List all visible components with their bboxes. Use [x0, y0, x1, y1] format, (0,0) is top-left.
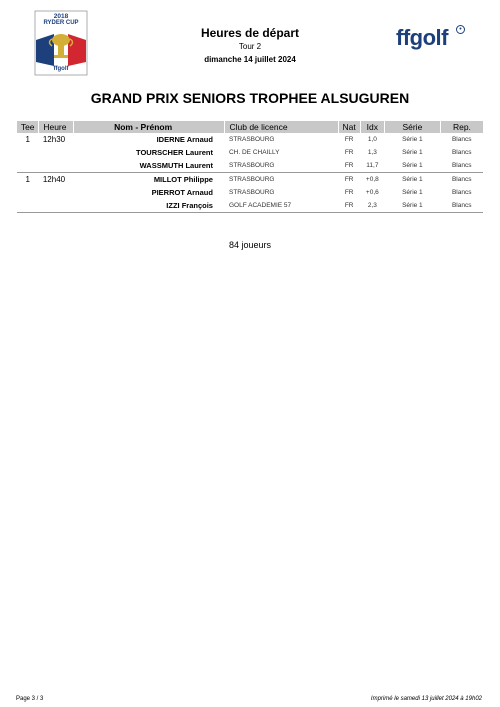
row-club: STRASBOURG [228, 176, 275, 183]
row-tee: 1 [25, 135, 30, 144]
row-name: WASSMUTH Laurent [73, 159, 225, 173]
row-serie: Série 1 [384, 159, 440, 173]
row-name: IZZI François [73, 199, 225, 213]
row-tee [17, 159, 39, 173]
date-label: dimanche 14 juillet 2024 [204, 55, 296, 64]
col-rep: Rep. [440, 121, 483, 133]
row-idx: 1,0 [367, 136, 377, 143]
row-nat: FR [344, 149, 354, 156]
row-idx: +0,6 [365, 189, 379, 196]
row-tee [17, 146, 39, 159]
table-header-row [17, 121, 484, 133]
col-serie: Série [384, 121, 440, 133]
row-nat: FR [338, 199, 360, 213]
row-serie: Série 1 [402, 189, 423, 196]
row-rep: Blancs [451, 149, 472, 156]
row-idx: 2,3 [360, 199, 384, 213]
col-time: Heure [39, 121, 73, 133]
row-name: TOURSCHER Laurent [136, 148, 213, 157]
row-time: 12h40 [42, 175, 66, 184]
row-nat: FR [338, 159, 360, 173]
tee-times-table [16, 121, 483, 213]
row-rep: Blancs [440, 159, 483, 173]
row-time [39, 146, 73, 159]
table-row [17, 173, 484, 187]
row-time [39, 159, 73, 173]
page-title: Heures de départ [200, 26, 300, 40]
row-tee: 1 [25, 175, 30, 184]
ryder-cup-name: RYDER CUP [43, 20, 79, 26]
col-name: Nom - Prénom [73, 121, 225, 133]
table-row [17, 199, 484, 213]
row-nat: FR [344, 176, 354, 183]
row-club: GOLF ACADEMIE 57 [225, 199, 338, 213]
col-tee: Tee [17, 121, 39, 133]
row-club: STRASBOURG [228, 189, 275, 196]
row-name: MILLOT Philippe [153, 175, 213, 184]
row-name: PIERROT Arnaud [151, 188, 213, 197]
table-row [17, 159, 484, 173]
row-rep: Blancs [451, 176, 472, 183]
row-rep: Blancs [440, 199, 483, 213]
player-count: 84 joueurs [228, 240, 272, 250]
row-serie: Série 1 [384, 199, 440, 213]
row-serie: Série 1 [402, 149, 423, 156]
col-nat: Nat [338, 121, 360, 133]
col-club: Club de licence [225, 121, 338, 133]
row-tee [17, 186, 39, 199]
row-serie: Série 1 [402, 176, 423, 183]
page-number: Page 3 / 3 [16, 696, 44, 702]
row-rep: Blancs [451, 136, 472, 143]
tournament-title: GRAND PRIX SENIORS TROPHEE ALSUGUREN [90, 90, 410, 106]
row-rep: Blancs [451, 189, 472, 196]
row-time [39, 199, 73, 213]
row-idx: 1,3 [367, 149, 377, 156]
table-row [17, 186, 484, 199]
row-nat: FR [344, 189, 354, 196]
print-date: Imprimé le samedi 13 juillet 2024 à 19h02 [370, 696, 482, 702]
row-club: STRASBOURG [225, 159, 338, 173]
row-tee [17, 199, 39, 213]
row-club: STRASBOURG [228, 136, 275, 143]
row-name: IDERNE Arnaud [156, 135, 213, 144]
row-idx: 11,7 [360, 159, 384, 173]
ryder-cup-year: 2018 [53, 13, 69, 20]
row-time [39, 186, 73, 199]
row-time: 12h30 [42, 135, 66, 144]
ryder-cup-brand: ffgolf [53, 66, 69, 72]
round-label: Tour 2 [238, 42, 262, 51]
row-club: CH. DE CHAILLY [228, 149, 280, 156]
row-idx: +0,8 [365, 176, 379, 183]
registered-icon: • [456, 25, 465, 34]
col-idx: Idx [360, 121, 384, 133]
row-nat: FR [344, 136, 354, 143]
table-row [17, 133, 484, 146]
row-serie: Série 1 [402, 136, 423, 143]
ffgolf-logo-text: ffgolf [396, 25, 448, 50]
table-row [17, 146, 484, 159]
